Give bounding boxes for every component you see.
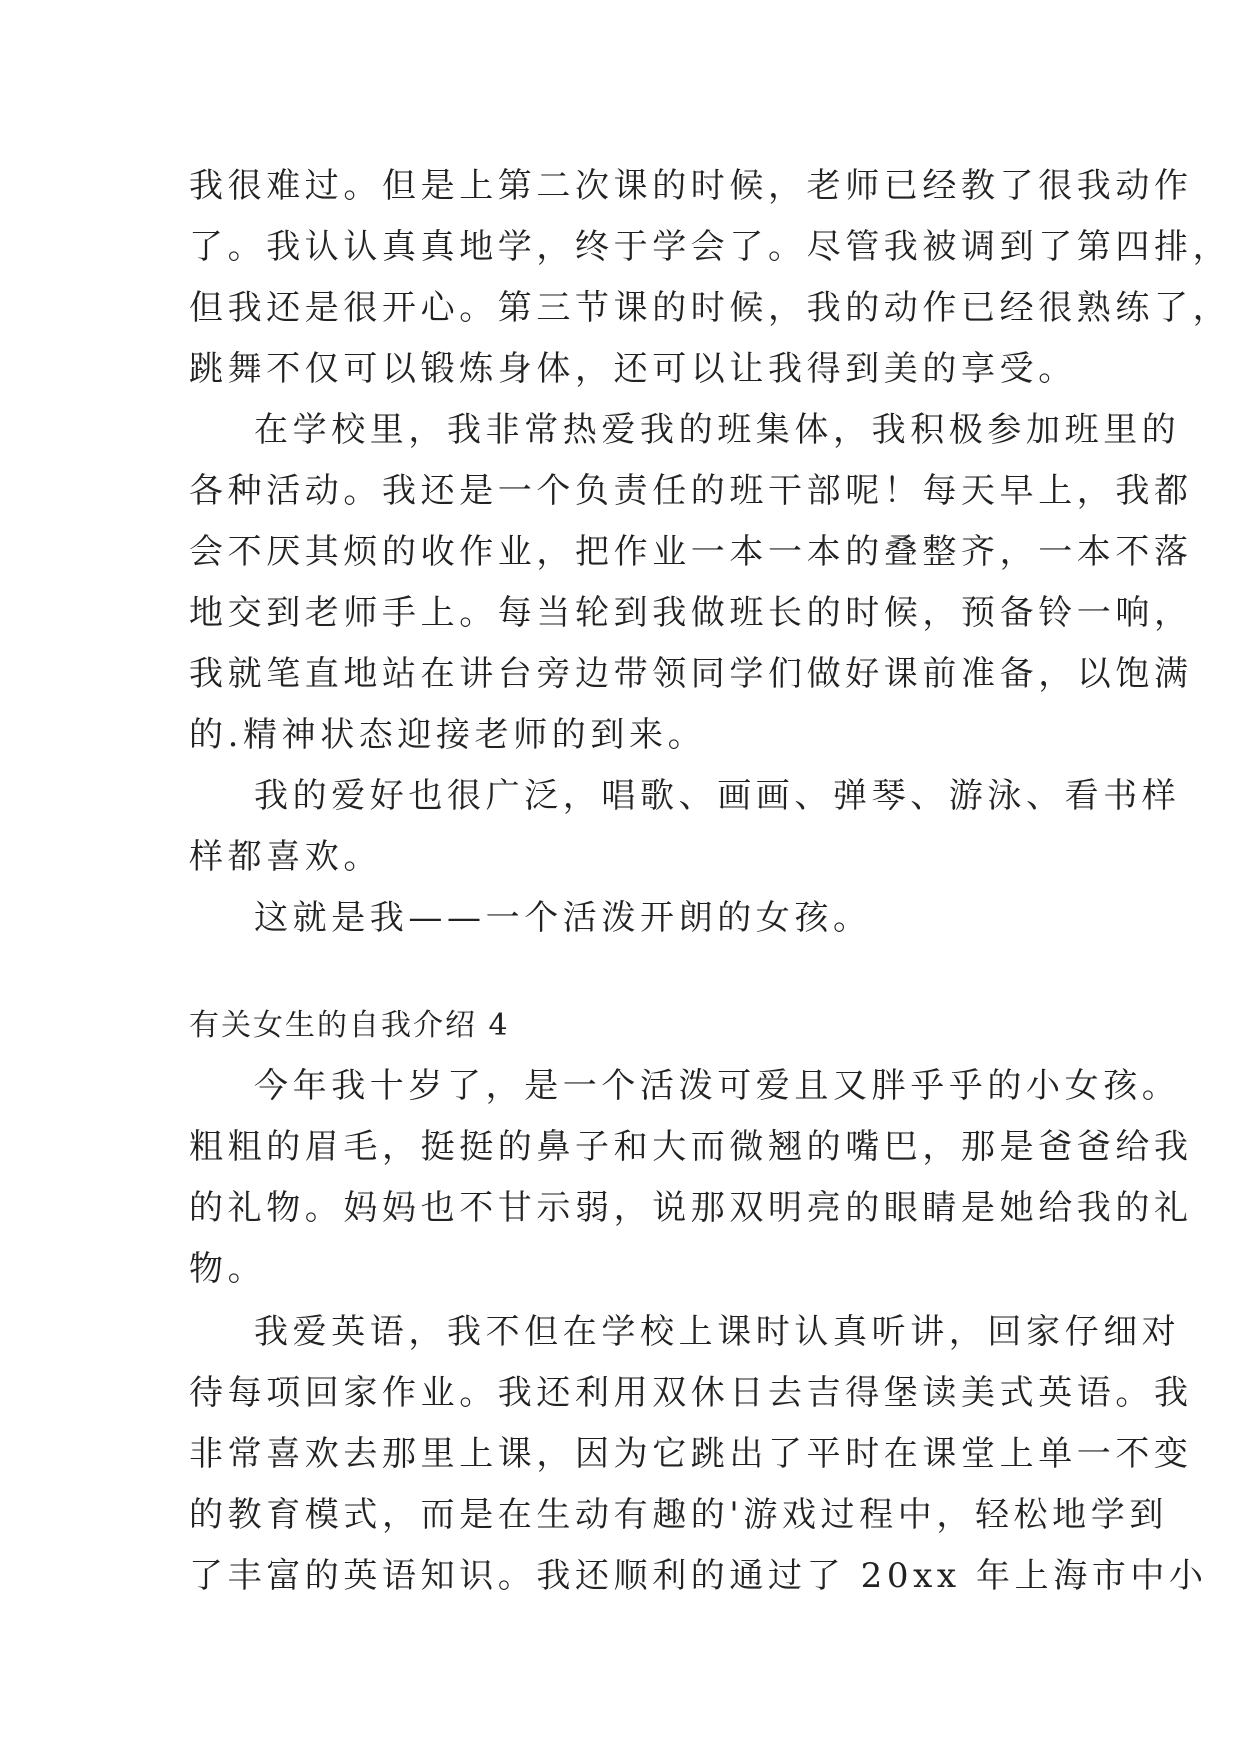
text-line: 了。我认认真真地学，终于学会了。尽管我被调到了第四排， (189, 227, 1232, 267)
text-line: 样都喜欢。 (189, 837, 382, 877)
text-line: 这就是我——一个活泼开朗的女孩。 (254, 898, 872, 938)
text-line: 非常喜欢去那里上课，因为它跳出了平时在课堂上单一不变 (189, 1434, 1193, 1474)
text-line: 了丰富的英语知识。我还顺利的通过了 20xx 年上海市中小 (189, 1556, 1208, 1596)
text-line: 在学校里，我非常热爱我的班集体，我积极参加班里的 (254, 410, 1181, 450)
text-line: 物。 (189, 1249, 267, 1289)
text-line: 的教育模式，而是在生动有趣的'游戏过程中，轻松地学到 (189, 1495, 1168, 1535)
text-line: 各种活动。我还是一个负责任的班干部呢！每天早上，我都 (189, 471, 1193, 511)
text-line: 的礼物。妈妈也不甘示弱，说那双明亮的眼睛是她给我的礼 (189, 1188, 1193, 1228)
text-line: 的.精神状态迎接老师的到来。 (189, 715, 707, 755)
text-line: 粗粗的眉毛，挺挺的鼻子和大而微翘的嘴巴，那是爸爸给我 (189, 1127, 1193, 1167)
section-heading: 有关女生的自我介绍 4 (189, 1008, 510, 1043)
text-line: 跳舞不仅可以锻炼身体，还可以让我得到美的享受。 (189, 349, 1077, 389)
text-line: 地交到老师手上。每当轮到我做班长的时候，预备铃一响， (189, 593, 1193, 633)
text-line: 我爱英语，我不但在学校上课时认真听讲，回家仔细对 (254, 1312, 1181, 1352)
text-line: 我很难过。但是上第二次课的时候，老师已经教了很我动作 (189, 166, 1193, 206)
text-line: 我就笔直地站在讲台旁边带领同学们做好课前准备，以饱满 (189, 654, 1193, 694)
text-line: 我的爱好也很广泛，唱歌、画画、弹琴、游泳、看书样 (254, 776, 1181, 816)
text-line: 今年我十岁了，是一个活泼可爱且又胖乎乎的小女孩。 (254, 1066, 1181, 1106)
text-line: 会不厌其烦的收作业，把作业一本一本的叠整齐，一本不落 (189, 532, 1193, 572)
text-line: 但我还是很开心。第三节课的时候，我的动作已经很熟练了， (189, 288, 1232, 328)
text-line: 待每项回家作业。我还利用双休日去吉得堡读美式英语。我 (189, 1373, 1193, 1413)
